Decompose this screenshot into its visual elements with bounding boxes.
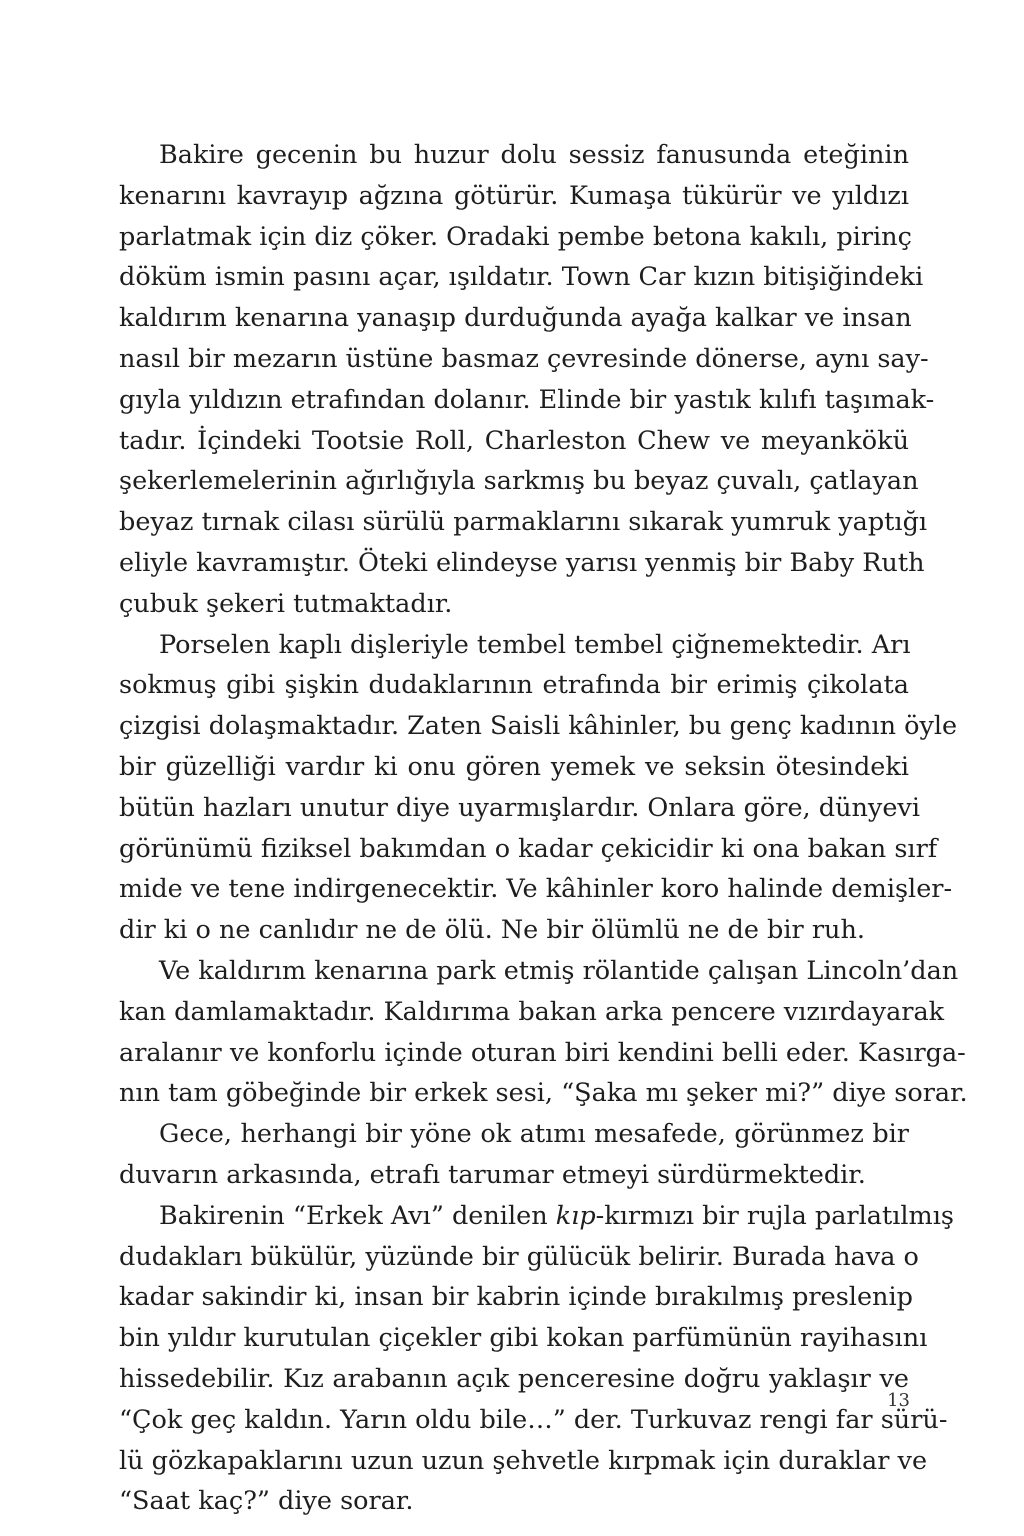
text-line: kadar sakindir ki, insan bir kabrin içinde bırakılmış preslenip: [119, 1282, 913, 1313]
paragraph: [119, 951, 968, 1114]
text-line: hissedebilir. Kız arabanın açık penceresine doğru yaklaşır ve: [119, 1363, 909, 1394]
text-line: nasıl bir mezarın üstüne basmaz çevresinde dönerse, aynı say-: [119, 343, 929, 374]
text-line: kenarını kavrayıp ağzına götürür. Kumaşa tükürür ve yıldızı: [119, 180, 909, 211]
text-line: nın tam göbeğinde bir erkek sesi, “Şaka mı şeker mi?” diye sorar.: [119, 1078, 968, 1109]
text-line: çizgisi dolaşmaktadır. Zaten Saisli kâhinler, bu genç kadının öyle: [119, 711, 958, 742]
text-line: bütün hazları unutur diye uyarmışlardır. Onlara göre, dünyevi: [119, 792, 920, 823]
text-line: “Saat kaç?” diye sorar.: [119, 1486, 414, 1517]
text-line: aralanır ve konforlu içinde oturan biri kendini belli eder. Kasırga-: [119, 1037, 966, 1068]
text-line: Bakire gecenin bu huzur dolu sessiz fanusunda eteğinin: [159, 140, 909, 170]
text-line: kaldırım kenarına yanaşıp durduğunda ayağa kalkar ve insan: [119, 303, 912, 334]
text-line: “Çok geç kaldın. Yarın oldu bile…” der. Turkuvaz rengi far sürü-: [119, 1404, 948, 1435]
text-line: bin yıldır kurutulan çiçekler gibi kokan parfümünün rayihasını: [119, 1323, 928, 1354]
text-line: gıyla yıldızın etrafından dolanır. Elinde bir yastık kılıfı taşımak-: [119, 384, 935, 415]
text-line: Bakirenin “Erkek Avı” denilen kıp-kırmızı bir rujla parlatılmış: [159, 1200, 954, 1231]
text-line: beyaz tırnak cilası sürülü parmaklarını sıkarak yumruk yaptığı: [119, 507, 928, 538]
text-line: sokmuş gibi şişkin dudaklarının etrafında bir erimiş çikolata: [119, 670, 909, 701]
text-line: dudakları bükülür, yüzünde bir gülücük belirir. Burada hava o: [119, 1241, 919, 1272]
text-line: kan damlamaktadır. Kaldırıma bakan arka pencere vızırdayarak: [119, 996, 945, 1027]
paragraph: [119, 625, 958, 951]
text-line: eliyle kavramıştır. Öteki elindeyse yarısı yenmiş bir Baby Ruth: [119, 547, 925, 578]
text-line: mide ve tene indirgenecektir. Ve kâhinler koro halinde demişler-: [119, 874, 953, 905]
text-line: duvarın arkasında, etrafı tarumar etmeyi sürdürmektedir.: [119, 1159, 866, 1190]
page-number: 13: [887, 1390, 910, 1411]
text-line: Gece, herhangi bir yöne ok atımı mesafede, görünmez bir: [159, 1119, 909, 1150]
text-line: bir güzelliği vardır ki onu gören yemek ve seksin ötesindeki: [119, 751, 909, 782]
text-line: çubuk şekeri tutmaktadır.: [119, 588, 453, 619]
text-line: parlatmak için diz çöker. Oradaki pembe betona kakılı, pirinç: [119, 221, 912, 252]
text-line: tadır. İçindeki Tootsie Roll, Charleston Chew ve meyankökü: [119, 425, 909, 456]
text-line: Porselen kaplı dişleriyle tembel tembel çiğnemektedir. Arı: [159, 629, 911, 660]
text-line: dir ki o ne canlıdır ne de ölü. Ne bir ölümlü ne de bir ruh.: [119, 915, 865, 946]
paragraph: [119, 135, 935, 625]
text-line: görünümü fiziksel bakımdan o kadar çekicidir ki ona bakan sırf: [119, 833, 938, 864]
text-line: döküm ismin pasını açar, ışıldatır. Town Car kızın bitişiğindeki: [119, 262, 924, 293]
text-line: Ve kaldırım kenarına park etmiş rölantide çalışan Lincoln’dan: [159, 955, 959, 986]
body-text: [119, 135, 968, 1522]
text-line: şekerlemelerinin ağırlığıyla sarkmış bu beyaz çuvalı, çatlayan: [119, 466, 919, 497]
text-line: lü gözkapaklarını uzun uzun şehvetle kırpmak için duraklar ve: [119, 1445, 928, 1476]
paragraph: [119, 1114, 909, 1196]
paragraph: [119, 1196, 954, 1522]
